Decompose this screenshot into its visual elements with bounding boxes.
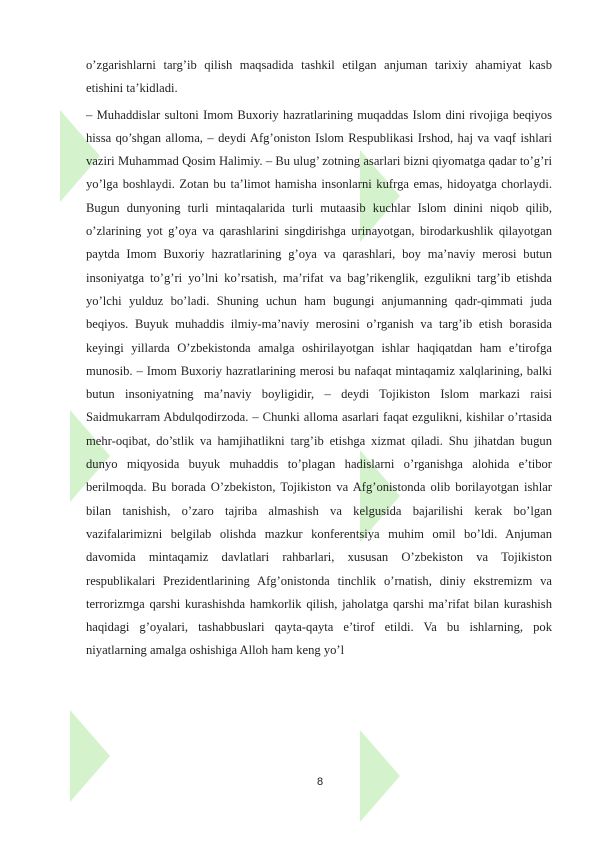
paragraph-1: o’zgarishlarni targ’ib qilish maqsadida tashkil etilgan anjuman tarixiy ahamiyat kasb etishini ta’kidladi. — [86, 58, 552, 96]
page-body — [86, 54, 552, 663]
paragraph-2: – Muhaddislar sultoni Imom Buxoriy hazratlarining muqaddas Islom dini rivojiga beqiyos hissa qo’shgan alloma, – deydi Afg’oniston Islom Respublikasi Irshod, haj va vaqf ishlari vaziri Muhammad Qosim Halimiy. – Bu ulug’ zotning asarlari bizni qiyomatga qadar to’g’ri yo’lga boshlaydi. Zotan bu ta’limot hamisha insonlarni kufrga emas, hidoyatga chorlaydi. Bugun dunyoning turli mintaqalarida turli mutaasib kuchlar Islom dinini niqob qilib, o’zlarining yot g’oya va qarashlarini singdirishga urinayotgan, birodarkushlik qilayotgan paytda Imom Buxoriy hazratlarining g’oya va qarashlari, boy ma’naviy merosi butun insoniyatga to’g’ri yo’lni ko’rsatish, ma’rifat va bag’rikenglik, ezgulikni targ’ib etishda yo’lchi yulduz bo’ladi. Shuning uchun ham bugungi anjumanning qadr-qimmati juda beqiyos. Buyuk muhaddis ilmiy-ma’naviy merosini o’rganish va targ’ib etish borasida keyingi yillarda O’zbekistonda amalga oshirilayotgan ishlar haqiqatdan ham e’tirofga munosib. – Imom Buxoriy hazratlarining merosi bu nafaqat mintaqamiz xalqlarining, balki butun insoniyatning ma’naviy boyligidir, – deydi Tojikiston Islom markazi raisi Saidmukarram Abdulqodirzoda. – Chunki alloma asarlari faqat ezgulikni, kishilar o’rtasida mehr-oqibat, do’stlik va hamjihatlikni targ’ib etishga xizmat qiladi. Shu jihatdan bugun dunyo miqyosida buyuk muhaddis to’plagan hadislarni o’rganishga alohida e’tibor berilmoqda. Bu borada O’zbekiston, Tojikiston va Afg’onistonda olib borilayotgan ishlar bilan tanishish, o’zaro tajriba almashish va kelgusida bajarilishi kerak bo’lgan vazifalarimizni belgilab olishda mazkur konferentsiya muhim omil bo’ldi. Anjuman davomida mintaqamiz davlatlari rahbarlari, xususan O’zbekiston va Tojikiston respublikalari Prezidentlarining Afg’onistonda tinchlik o’rnatish, diniy ekstremizm va terrorizmga qarshi kurashishda hamkorlik qilish, jaholatga qarshi ma’rifat bilan kurashish haqidagi g’oyalari, tashabbuslari qayta-qayta e’tirof etildi. Va bu ishlarning, pok niyatlarning amalga oshishiga Alloh ham keng yo’l — [86, 107, 552, 658]
watermark-arrow-icon — [70, 710, 110, 802]
page-number: 8 — [316, 776, 324, 788]
